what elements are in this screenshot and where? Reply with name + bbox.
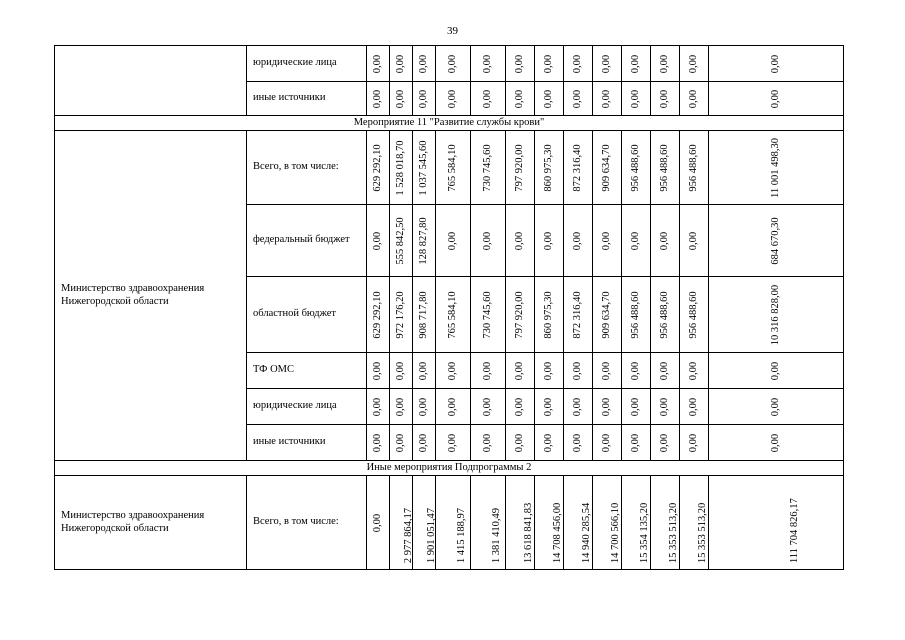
row-label [247, 46, 367, 82]
value-cell [680, 476, 709, 570]
value-text: 0,00 [629, 89, 641, 108]
value-cell [390, 131, 413, 205]
value-text: 0,00 [658, 397, 670, 416]
value-cell [367, 205, 390, 277]
org-cell [55, 46, 247, 116]
org-cell [55, 476, 247, 570]
budget-table [54, 45, 844, 570]
row-label-text: иные источники [253, 92, 326, 104]
value-cell [709, 277, 844, 353]
value-text: 128 827,80 [417, 216, 429, 265]
value-cell [535, 353, 564, 389]
value-cell [390, 46, 413, 82]
value-text: 0,00 [629, 54, 641, 73]
value-cell [471, 389, 506, 425]
table-row [55, 476, 844, 570]
value-text: 0,00 [446, 397, 458, 416]
value-text: 629 292,10 [371, 143, 383, 192]
value-cell [651, 389, 680, 425]
value-cell [471, 277, 506, 353]
value-text: 0,00 [600, 397, 612, 416]
value-text: 0,00 [687, 89, 699, 108]
value-cell [680, 389, 709, 425]
value-text: 0,00 [687, 397, 699, 416]
value-cell [593, 353, 622, 389]
value-text: 15 353 513,20 [667, 502, 679, 563]
value-text: 956 488,60 [687, 143, 699, 192]
value-cell [436, 131, 471, 205]
value-cell [413, 82, 436, 116]
section-title [55, 461, 844, 476]
value-text: 0,00 [513, 54, 525, 73]
value-cell [390, 476, 413, 570]
row-label-text: юридические лица [253, 400, 337, 412]
value-cell [593, 277, 622, 353]
table-row [55, 131, 844, 205]
value-text: 0,00 [417, 361, 429, 380]
value-cell [680, 353, 709, 389]
value-text: 956 488,60 [658, 290, 670, 339]
value-text: 956 488,60 [658, 143, 670, 192]
value-cell [506, 82, 535, 116]
value-text: 797 920,00 [513, 143, 525, 192]
value-text: 0,00 [769, 89, 781, 108]
value-text: 0,00 [629, 231, 641, 250]
value-text: 0,00 [687, 231, 699, 250]
row-label [247, 277, 367, 353]
value-cell [622, 131, 651, 205]
value-text: 0,00 [513, 231, 525, 250]
value-text: 0,00 [481, 361, 493, 380]
section-title-text: Мероприятие 11 "Развитие службы крови" [353, 116, 545, 128]
value-cell [506, 277, 535, 353]
value-cell [436, 205, 471, 277]
value-text: 0,00 [542, 361, 554, 380]
section-row [55, 461, 844, 476]
value-text: 0,00 [481, 231, 493, 250]
value-cell [680, 277, 709, 353]
value-text: 0,00 [658, 231, 670, 250]
value-text: 0,00 [446, 433, 458, 452]
value-text: 0,00 [371, 397, 383, 416]
value-cell [622, 205, 651, 277]
value-text: 0,00 [571, 361, 583, 380]
value-text: 1 415 188,97 [456, 507, 468, 563]
value-cell [680, 425, 709, 461]
value-cell [680, 46, 709, 82]
value-cell [413, 389, 436, 425]
value-cell [593, 476, 622, 570]
value-text: 0,00 [571, 397, 583, 416]
row-label-text: ТФ ОМС [253, 364, 295, 376]
value-cell [436, 389, 471, 425]
value-cell [651, 205, 680, 277]
value-cell [593, 82, 622, 116]
value-text: 684 670,30 [769, 216, 781, 265]
row-label-text: областной бюджет [253, 308, 336, 320]
value-cell [709, 353, 844, 389]
section-title-text: Иные мероприятия Подпрограммы 2 [366, 461, 532, 473]
value-text: 15 353 513,20 [696, 502, 708, 563]
value-text: 0,00 [600, 231, 612, 250]
value-cell [390, 82, 413, 116]
value-text: 0,00 [658, 361, 670, 380]
row-label-text: иные источники [253, 436, 326, 448]
value-cell [651, 476, 680, 570]
value-cell [564, 131, 593, 205]
value-cell [413, 476, 436, 570]
value-text: 0,00 [394, 89, 406, 108]
value-cell [413, 131, 436, 205]
value-text: 765 584,10 [446, 143, 458, 192]
value-text: 14 940 285,54 [580, 502, 592, 563]
page-number: 39 [447, 25, 458, 37]
value-text: 0,00 [371, 89, 383, 108]
value-text: 909 634,70 [600, 290, 612, 339]
row-label [247, 131, 367, 205]
value-cell [471, 425, 506, 461]
value-text: 0,00 [687, 361, 699, 380]
value-cell [436, 82, 471, 116]
row-label-text: Всего, в том числе: [253, 516, 339, 528]
value-text: 0,00 [394, 433, 406, 452]
value-text: 0,00 [542, 231, 554, 250]
value-text: 0,00 [629, 433, 641, 452]
value-text: 872 316,40 [571, 290, 583, 339]
value-cell [564, 46, 593, 82]
value-text: 111 704 826,17 [789, 498, 801, 563]
value-text: 0,00 [371, 513, 383, 532]
value-text: 0,00 [658, 433, 670, 452]
value-cell [535, 277, 564, 353]
value-text: 797 920,00 [513, 290, 525, 339]
value-text: 872 316,40 [571, 143, 583, 192]
value-text: 0,00 [600, 361, 612, 380]
value-cell [506, 205, 535, 277]
value-text: 11 001 498,30 [769, 137, 781, 198]
value-text: 0,00 [394, 361, 406, 380]
value-text: 0,00 [513, 433, 525, 452]
value-cell [709, 389, 844, 425]
value-cell [535, 82, 564, 116]
value-text: 0,00 [446, 231, 458, 250]
value-text: 2 977 864,17 [403, 507, 415, 563]
value-cell [535, 425, 564, 461]
value-text: 0,00 [600, 89, 612, 108]
value-text: 0,00 [629, 397, 641, 416]
value-text: 1 901 051,47 [426, 507, 438, 563]
value-text: 860 975,30 [542, 143, 554, 192]
value-text: 0,00 [371, 361, 383, 380]
value-text: 0,00 [481, 89, 493, 108]
value-cell [367, 476, 390, 570]
value-text: 956 488,60 [629, 143, 641, 192]
row-label [247, 353, 367, 389]
value-text: 0,00 [417, 89, 429, 108]
value-cell [413, 277, 436, 353]
value-cell [413, 353, 436, 389]
value-cell [535, 131, 564, 205]
value-text: 0,00 [769, 433, 781, 452]
value-text: 0,00 [513, 361, 525, 380]
section-row [55, 116, 844, 131]
value-cell [535, 205, 564, 277]
value-cell [471, 205, 506, 277]
value-text: 0,00 [542, 89, 554, 108]
value-text: 0,00 [417, 433, 429, 452]
value-cell [709, 205, 844, 277]
row-label [247, 425, 367, 461]
row-label-text: федеральный бюджет [253, 234, 350, 246]
value-cell [390, 353, 413, 389]
value-cell [436, 353, 471, 389]
org-name: Министерство здравоохранения Нижегородской области [61, 510, 205, 534]
value-cell [709, 131, 844, 205]
value-text: 15 354 135,20 [638, 502, 650, 563]
value-text: 730 745,60 [481, 290, 493, 339]
value-text: 956 488,60 [629, 290, 641, 339]
org-cell [55, 131, 247, 461]
value-text: 0,00 [394, 397, 406, 416]
value-text: 0,00 [658, 89, 670, 108]
row-label [247, 389, 367, 425]
value-cell [709, 476, 844, 570]
row-label [247, 82, 367, 116]
value-cell [622, 476, 651, 570]
value-cell [471, 82, 506, 116]
value-text: 1 037 545,60 [417, 139, 429, 196]
value-cell [622, 46, 651, 82]
value-cell [593, 389, 622, 425]
value-text: 0,00 [446, 54, 458, 73]
value-text: 0,00 [394, 54, 406, 73]
value-cell [471, 131, 506, 205]
value-text: 0,00 [481, 397, 493, 416]
value-cell [564, 277, 593, 353]
value-cell [471, 476, 506, 570]
value-text: 555 842,50 [394, 216, 406, 265]
value-cell [367, 277, 390, 353]
value-text: 860 975,30 [542, 290, 554, 339]
value-cell [390, 389, 413, 425]
row-label-text: юридические лица [253, 57, 337, 69]
value-text: 0,00 [513, 397, 525, 416]
section-title [55, 116, 844, 131]
value-text: 1 528 018,70 [394, 139, 406, 196]
value-cell [709, 46, 844, 82]
value-cell [413, 46, 436, 82]
row-label-text: Всего, в том числе: [253, 161, 339, 173]
value-text: 0,00 [687, 54, 699, 73]
value-text: 0,00 [769, 397, 781, 416]
value-cell [506, 425, 535, 461]
value-cell [680, 131, 709, 205]
value-cell [367, 353, 390, 389]
value-text: 0,00 [481, 433, 493, 452]
value-cell [564, 476, 593, 570]
value-text: 10 316 828,00 [769, 284, 781, 345]
value-text: 0,00 [769, 361, 781, 380]
value-cell [564, 425, 593, 461]
value-text: 0,00 [542, 54, 554, 73]
value-text: 956 488,60 [687, 290, 699, 339]
value-text: 0,00 [371, 54, 383, 73]
value-cell [622, 353, 651, 389]
value-cell [709, 82, 844, 116]
value-cell [367, 389, 390, 425]
value-text: 0,00 [446, 361, 458, 380]
value-cell [593, 205, 622, 277]
value-text: 0,00 [600, 54, 612, 73]
value-cell [651, 277, 680, 353]
value-cell [564, 389, 593, 425]
value-cell [367, 82, 390, 116]
value-cell [506, 353, 535, 389]
value-cell [367, 425, 390, 461]
value-text: 14 700 566,10 [609, 502, 621, 563]
value-cell [651, 353, 680, 389]
value-cell [436, 476, 471, 570]
value-cell [535, 476, 564, 570]
value-cell [622, 389, 651, 425]
value-cell [506, 131, 535, 205]
value-text: 629 292,10 [371, 290, 383, 339]
value-text: 730 745,60 [481, 143, 493, 192]
value-text: 1 381 410,49 [491, 507, 503, 563]
value-text: 0,00 [542, 397, 554, 416]
value-cell [390, 425, 413, 461]
value-text: 0,00 [371, 231, 383, 250]
value-text: 0,00 [417, 54, 429, 73]
value-text: 13 618 841,83 [522, 502, 534, 563]
value-cell [436, 425, 471, 461]
value-text: 0,00 [481, 54, 493, 73]
value-text: 0,00 [446, 89, 458, 108]
value-text: 908 717,80 [417, 290, 429, 339]
value-cell [471, 353, 506, 389]
value-cell [564, 205, 593, 277]
value-text: 972 176,20 [394, 290, 406, 339]
value-text: 0,00 [687, 433, 699, 452]
value-text: 0,00 [629, 361, 641, 380]
value-cell [535, 389, 564, 425]
value-cell [506, 46, 535, 82]
value-cell [436, 46, 471, 82]
value-cell [367, 46, 390, 82]
org-name: Министерство здравоохранения Нижегородской области [61, 283, 205, 307]
value-cell [535, 46, 564, 82]
value-cell [367, 131, 390, 205]
value-text: 0,00 [600, 433, 612, 452]
value-cell [436, 277, 471, 353]
value-text: 0,00 [571, 54, 583, 73]
value-cell [471, 46, 506, 82]
value-cell [680, 205, 709, 277]
value-cell [651, 425, 680, 461]
value-text: 0,00 [371, 433, 383, 452]
value-cell [593, 425, 622, 461]
value-cell [413, 205, 436, 277]
value-text: 0,00 [417, 397, 429, 416]
value-cell [390, 277, 413, 353]
value-cell [680, 82, 709, 116]
value-text: 0,00 [542, 433, 554, 452]
value-cell [622, 425, 651, 461]
value-cell [709, 425, 844, 461]
value-cell [564, 353, 593, 389]
value-text: 765 584,10 [446, 290, 458, 339]
value-text: 0,00 [571, 231, 583, 250]
value-text: 0,00 [513, 89, 525, 108]
value-cell [506, 389, 535, 425]
value-text: 14 708 456,00 [551, 502, 563, 563]
value-cell [651, 46, 680, 82]
value-text: 0,00 [571, 433, 583, 452]
value-text: 0,00 [571, 89, 583, 108]
value-cell [651, 131, 680, 205]
value-cell [651, 82, 680, 116]
table-row [55, 46, 844, 82]
value-cell [593, 131, 622, 205]
value-cell [413, 425, 436, 461]
value-text: 909 634,70 [600, 143, 612, 192]
value-cell [506, 476, 535, 570]
value-text: 0,00 [769, 54, 781, 73]
value-cell [622, 82, 651, 116]
row-label [247, 205, 367, 277]
value-cell [622, 277, 651, 353]
value-cell [593, 46, 622, 82]
row-label [247, 476, 367, 570]
value-cell [390, 205, 413, 277]
value-text: 0,00 [658, 54, 670, 73]
value-cell [564, 82, 593, 116]
